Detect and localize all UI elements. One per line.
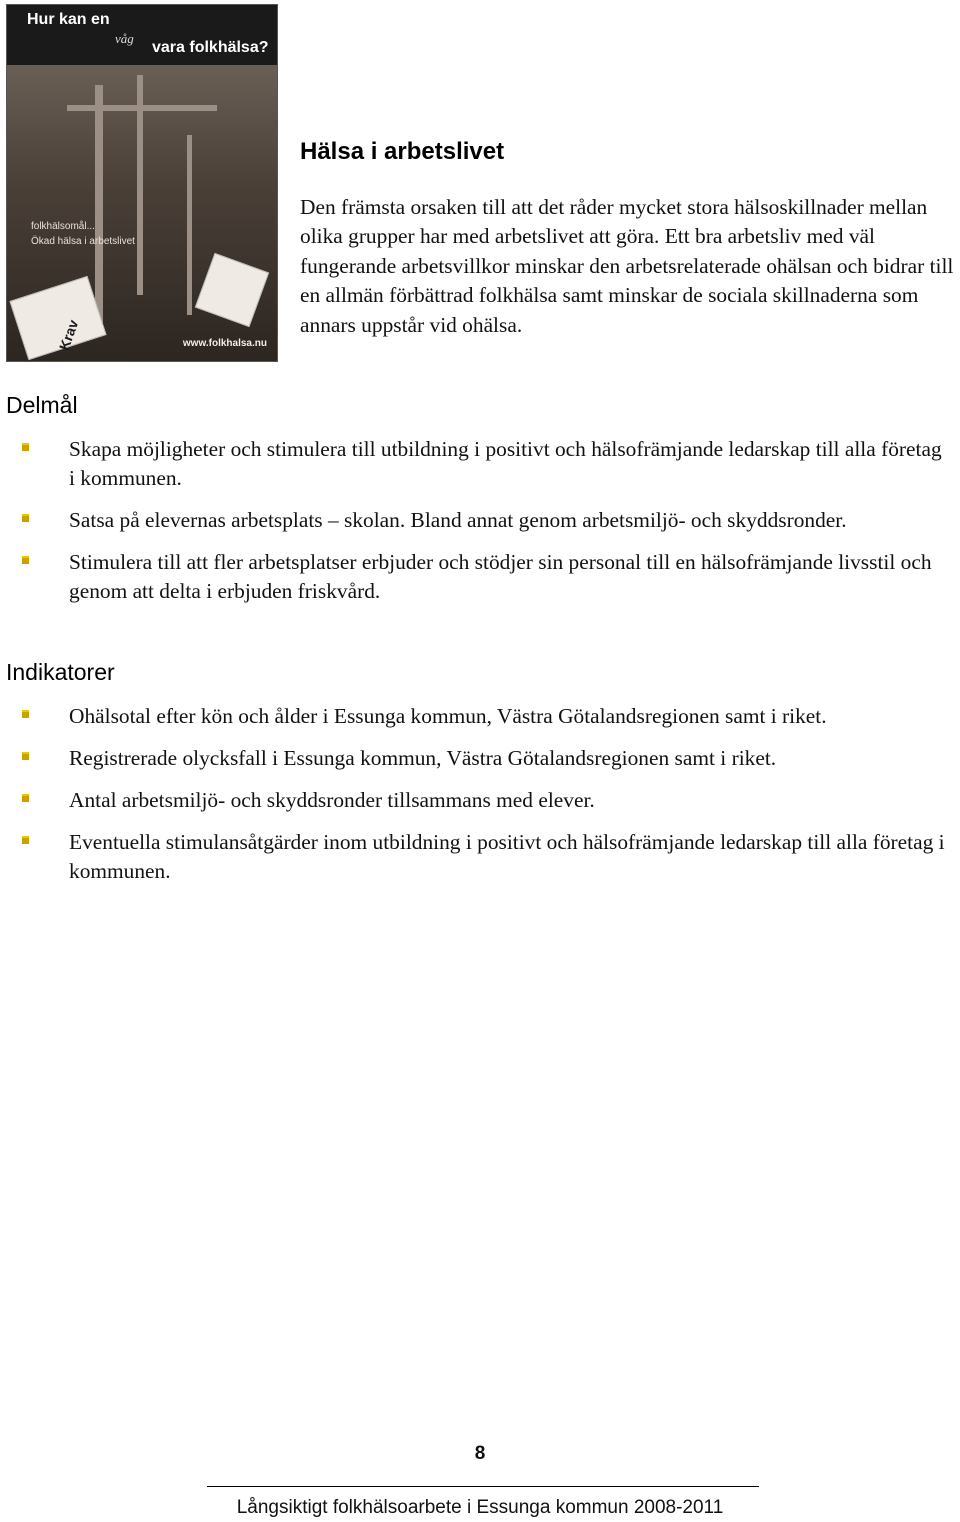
list-item	[0, 435, 960, 493]
list-item	[0, 786, 960, 815]
page-number: 8	[474, 1443, 486, 1464]
indikatorer-heading: Indikatorer	[6, 659, 115, 685]
list-item-text: Antal arbetsmiljö- och skyddsronder tillsammans med elever.	[69, 788, 595, 812]
list-item	[0, 548, 960, 606]
cover-tag-line2: Ökad hälsa i arbetslivet	[31, 236, 135, 247]
cover-url: www.folkhalsa.nu	[182, 338, 267, 349]
square-bullet-icon	[22, 511, 30, 525]
list-item-text: Skapa möjligheter och stimulera till utbildning i positivt och hälsofrämjande ledarskap till alla företag i kommunen.	[69, 437, 942, 490]
cover-title-line2: vara folkhälsa?	[152, 39, 269, 56]
square-bullet-icon	[22, 553, 30, 567]
delmal-list	[0, 435, 960, 619]
square-bullet-icon	[22, 749, 30, 763]
square-bullet-icon	[22, 707, 30, 721]
square-bullet-icon	[22, 833, 30, 847]
cover-title-italic: våg	[115, 31, 134, 46]
footer-text: Långsiktigt folkhälsoarbete i Essunga kommun 2008-2011	[236, 1497, 724, 1518]
cover-krav: Krav	[55, 317, 82, 353]
list-item	[0, 702, 960, 731]
intro-paragraph: Den främsta orsaken till att det råder mycket stora hälsoskillnader mellan olika grupper har med arbetslivet att göra. Ett bra arbetsliv med väl fungerande arbetsvillkor minskar den arbetsrelaterade ohälsan och bidrar till en allmän förbättrad folkhälsa samt minskar de sociala skillnaderna som annars uppstår vid ohälsa.	[300, 195, 954, 337]
indikatorer-list	[0, 702, 960, 899]
list-item-text: Satsa på elevernas arbetsplats – skolan. Bland annat genom arbetsmiljö- och skyddsronder.	[69, 508, 847, 532]
list-item-text: Eventuella stimulansåtgärder inom utbildning i positivt och hälsofrämjande ledarskap till alla företag i kommunen.	[69, 830, 945, 883]
section-heading: Hälsa i arbetslivet	[300, 138, 505, 165]
footer-divider	[207, 1486, 759, 1487]
list-item	[0, 744, 960, 773]
list-item	[0, 506, 960, 535]
cover-image	[6, 4, 278, 362]
cover-tag-line1: folkhälsomål...	[31, 221, 95, 232]
list-item-text: Stimulera till att fler arbetsplatser erbjuder och stödjer sin personal till en hälsofrämjande livsstil och genom att delta i erbjuden friskvård.	[69, 550, 932, 603]
cover-photo	[7, 65, 277, 362]
cover-title-band	[7, 5, 277, 65]
delmal-heading: Delmål	[6, 392, 78, 418]
cover-title-line1: Hur kan en	[27, 11, 110, 28]
list-item-text: Registrerade olycksfall i Essunga kommun, Västra Götalandsregionen samt i riket.	[69, 746, 777, 770]
list-item	[0, 828, 960, 886]
square-bullet-icon	[22, 791, 30, 805]
list-item-text: Ohälsotal efter kön och ålder i Essunga kommun, Västra Götalandsregionen samt i riket.	[69, 704, 827, 728]
square-bullet-icon	[22, 440, 30, 454]
